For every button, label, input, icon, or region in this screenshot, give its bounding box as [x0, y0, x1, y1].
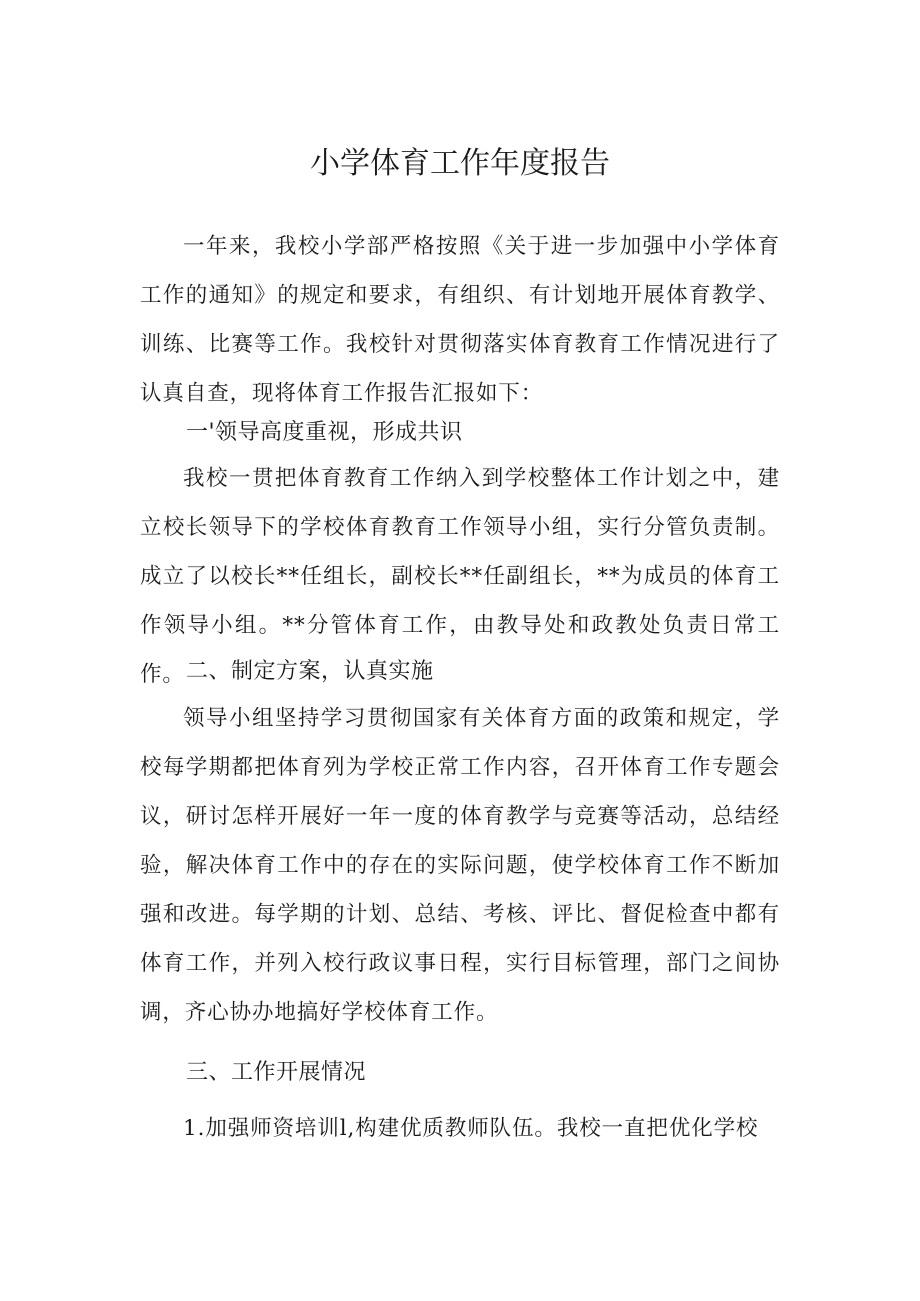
section-2-paragraph: 领导小组坚持学习贯彻国家有关体育方面的政策和规定，学校每学期都把体育列为学校正常工作内容，召开体育工作专题会议，研讨怎样开展好一年一度的体育教学与竞赛等活动，总结经验，解决体育工作中的存在的实际问题，使学校体育工作不断加强和改进。每学期的计划、总结、考核、评比、督促检查中都有体育工作，并列入校行政议事日程，实行目标管理，部门之间协调，齐心协办地搞好学校体育工作。: [140, 706, 780, 1025]
intro-paragraph: 一年来，我校小学部严格按照《关于进一步加强中小学体育工作的通知》的规定和要求，有组织、有计划地开展体育教学、训练、比赛等工作。我校针对贯彻落实体育教育工作情况进行了认真自查，现将体育工作报告汇报如下：: [140, 234, 780, 406]
section-1-heading: 一'领导高度重视，形成共识: [186, 420, 463, 445]
section-3-item-1: 1.加强师资培训l,构建优质教师队伍。我校一直把优化学校: [183, 1116, 759, 1141]
section-1-paragraph: 我校一贯把体育教育工作纳入到学校整体工作计划之中，建立校长领导下的学校体育教育工作领导小组，实行分管负责制。成立了以校长**任组长，副校长**任副组长，**为成员的体育工作领导小组。**分管体育工作，由教导处和政教处负责日常工作。: [140, 466, 780, 687]
document-title: 小学体育工作年度报告: [310, 146, 610, 181]
section-3-heading: 三、工作开展情况: [186, 1060, 367, 1085]
section-2-heading: 二、制定方案，认真实施: [186, 659, 434, 684]
